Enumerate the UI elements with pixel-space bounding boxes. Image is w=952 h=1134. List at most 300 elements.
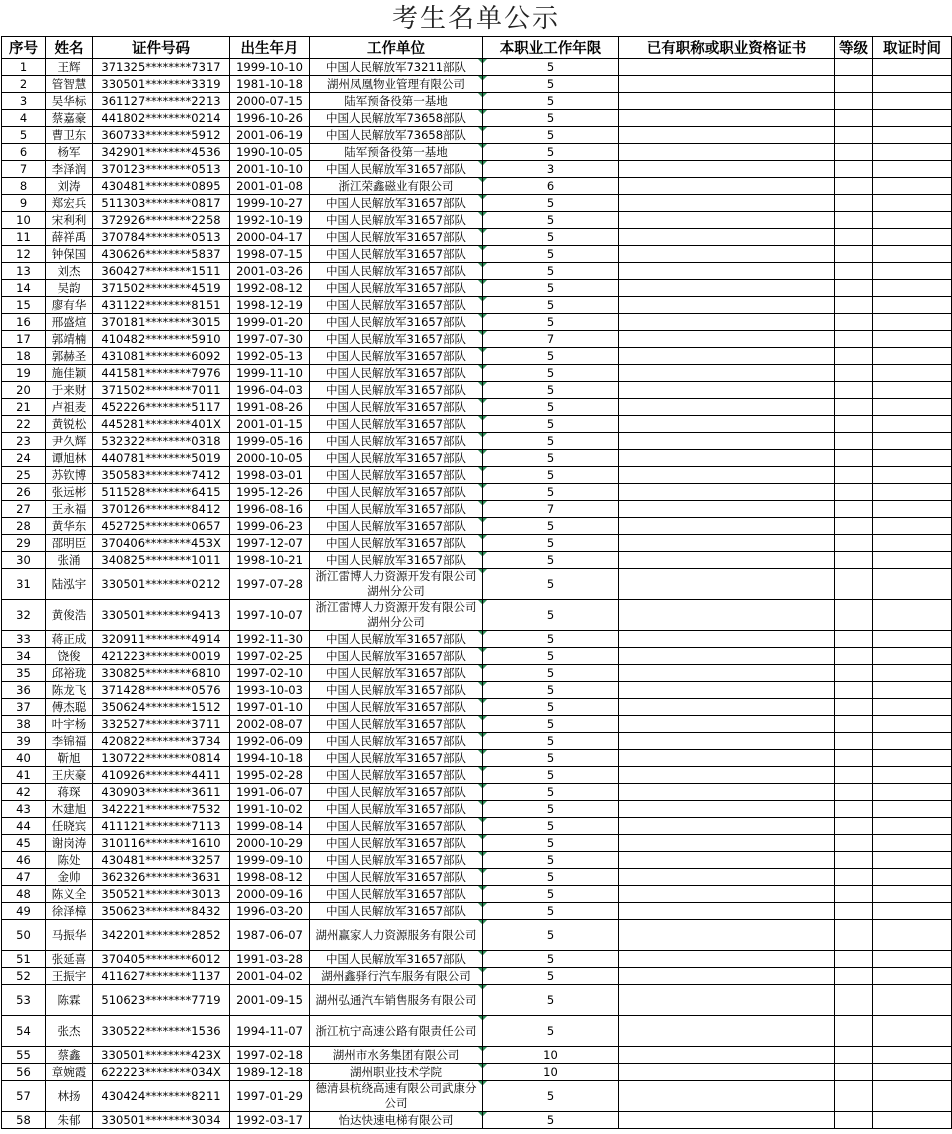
cell-work-years: 5	[483, 835, 619, 852]
cell-birth-date: 1991-08-26	[230, 399, 310, 416]
cell-certificate	[619, 835, 835, 852]
header-index: 序号	[2, 37, 46, 59]
cell-certificate	[619, 951, 835, 968]
cell-birth-date: 1992-05-13	[230, 348, 310, 365]
cell-index: 29	[2, 535, 46, 552]
cell-work-years: 5	[483, 280, 619, 297]
cell-level	[835, 733, 873, 750]
cell-id-number: 511303********0817	[93, 195, 230, 212]
cell-cert-date	[873, 484, 952, 501]
cell-index: 58	[2, 1112, 46, 1129]
cell-index: 38	[2, 716, 46, 733]
cell-name: 于来财	[46, 382, 93, 399]
cell-index: 53	[2, 985, 46, 1016]
employer-text: 中国人民解放军31657部队	[325, 750, 467, 765]
cell-index: 14	[2, 280, 46, 297]
cell-certificate	[619, 535, 835, 552]
cell-name: 刘杰	[46, 263, 93, 280]
cell-index: 22	[2, 416, 46, 433]
cell-id-number: 342901********4536	[93, 144, 230, 161]
cell-birth-date: 1999-10-27	[230, 195, 310, 212]
cell-birth-date: 2001-01-15	[230, 416, 310, 433]
table-row	[2, 59, 952, 76]
table-row	[2, 903, 952, 920]
cell-certificate	[619, 263, 835, 280]
table-row	[2, 835, 952, 852]
cell-level	[835, 784, 873, 801]
cell-level	[835, 263, 873, 280]
employer-text: 中国人民解放军31657部队	[325, 665, 467, 680]
cell-cert-date	[873, 1081, 952, 1112]
employer-text: 中国人民解放军31657部队	[325, 869, 467, 884]
cell-birth-date: 1998-03-01	[230, 467, 310, 484]
cell-level	[835, 552, 873, 569]
cell-employer	[310, 801, 483, 818]
cell-level	[835, 416, 873, 433]
cell-id-number: 342221********7532	[93, 801, 230, 818]
cell-work-years: 5	[483, 110, 619, 127]
cell-birth-date: 1992-03-17	[230, 1112, 310, 1129]
cell-id-number: 332527********3711	[93, 716, 230, 733]
cell-employer	[310, 501, 483, 518]
cell-work-years: 5	[483, 127, 619, 144]
cell-cert-date	[873, 1112, 952, 1129]
cell-id-number: 340825********1011	[93, 552, 230, 569]
cell-cert-date	[873, 229, 952, 246]
table-row	[2, 484, 952, 501]
employer-text: 中国人民解放军31657部队	[325, 280, 467, 295]
cell-name: 叶宇杨	[46, 716, 93, 733]
table-row	[2, 416, 952, 433]
cell-work-years: 5	[483, 433, 619, 450]
table-row	[2, 399, 952, 416]
cell-employer	[310, 1081, 483, 1112]
employer-text: 湖州职业技术学院	[350, 1064, 442, 1079]
cell-work-years: 5	[483, 784, 619, 801]
cell-work-years: 5	[483, 195, 619, 212]
cell-level	[835, 467, 873, 484]
cell-work-years: 5	[483, 246, 619, 263]
cell-name: 张涌	[46, 552, 93, 569]
cell-certificate	[619, 467, 835, 484]
cell-cert-date	[873, 818, 952, 835]
cell-name: 陈处	[46, 852, 93, 869]
cell-birth-date: 1997-02-10	[230, 665, 310, 682]
cell-certificate	[619, 767, 835, 784]
cell-cert-date	[873, 433, 952, 450]
cell-employer	[310, 648, 483, 665]
employer-text: 中国人民解放军73658部队	[325, 110, 467, 125]
cell-employer	[310, 1064, 483, 1081]
table-row	[2, 263, 952, 280]
cell-index: 48	[2, 886, 46, 903]
cell-cert-date	[873, 682, 952, 699]
cell-certificate	[619, 314, 835, 331]
cell-employer	[310, 818, 483, 835]
cell-id-number: 350624********1512	[93, 699, 230, 716]
cell-id-number: 370406********453X	[93, 535, 230, 552]
cell-index: 31	[2, 569, 46, 600]
cell-birth-date: 1991-10-02	[230, 801, 310, 818]
cell-birth-date: 1992-06-09	[230, 733, 310, 750]
cell-work-years: 5	[483, 399, 619, 416]
cell-employer	[310, 835, 483, 852]
table-row	[2, 246, 952, 263]
cell-level	[835, 178, 873, 195]
cell-certificate	[619, 750, 835, 767]
cell-name: 朱郁	[46, 1112, 93, 1129]
cell-name: 王振宇	[46, 968, 93, 985]
cell-certificate	[619, 144, 835, 161]
cell-work-years: 5	[483, 416, 619, 433]
cell-level	[835, 144, 873, 161]
table-row	[2, 886, 952, 903]
cell-birth-date: 2000-10-29	[230, 835, 310, 852]
cell-id-number: 371325********7317	[93, 59, 230, 76]
cell-work-years: 5	[483, 1016, 619, 1047]
cell-employer	[310, 920, 483, 951]
cell-work-years: 5	[483, 951, 619, 968]
cell-name: 刘涛	[46, 178, 93, 195]
cell-level	[835, 76, 873, 93]
cell-level	[835, 535, 873, 552]
cell-id-number: 370181********3015	[93, 314, 230, 331]
cell-employer	[310, 968, 483, 985]
cell-work-years: 5	[483, 733, 619, 750]
cell-name: 傅杰聪	[46, 699, 93, 716]
cell-certificate	[619, 178, 835, 195]
cell-cert-date	[873, 127, 952, 144]
cell-id-number: 370405********6012	[93, 951, 230, 968]
table-row	[2, 600, 952, 631]
cell-index: 46	[2, 852, 46, 869]
header-certificate: 已有职称或职业资格证书	[619, 37, 835, 59]
employer-text: 中国人民解放军31657部队	[325, 903, 467, 918]
cell-birth-date: 1995-02-28	[230, 767, 310, 784]
cell-index: 20	[2, 382, 46, 399]
cell-index: 55	[2, 1047, 46, 1064]
table-row	[2, 750, 952, 767]
cell-level	[835, 903, 873, 920]
cell-index: 3	[2, 93, 46, 110]
cell-certificate	[619, 801, 835, 818]
cell-name: 薛祥禹	[46, 229, 93, 246]
cell-cert-date	[873, 985, 952, 1016]
cell-index: 15	[2, 297, 46, 314]
cell-index: 21	[2, 399, 46, 416]
employer-text: 怡达快速电梯有限公司	[338, 1112, 454, 1127]
table-row	[2, 665, 952, 682]
header-level: 等级	[835, 37, 873, 59]
cell-work-years: 5	[483, 144, 619, 161]
cell-name: 邢盛煊	[46, 314, 93, 331]
cell-name: 郭靖楠	[46, 331, 93, 348]
table-row	[2, 518, 952, 535]
cell-index: 36	[2, 682, 46, 699]
cell-birth-date: 1996-08-16	[230, 501, 310, 518]
cell-index: 7	[2, 161, 46, 178]
cell-employer	[310, 382, 483, 399]
cell-certificate	[619, 569, 835, 600]
cell-birth-date: 1999-01-20	[230, 314, 310, 331]
employer-text: 中国人民解放军31657部队	[325, 314, 467, 329]
cell-cert-date	[873, 600, 952, 631]
table-row	[2, 699, 952, 716]
cell-level	[835, 127, 873, 144]
cell-name: 曹卫东	[46, 127, 93, 144]
employer-text: 中国人民解放军31657部队	[325, 263, 467, 278]
cell-certificate	[619, 1016, 835, 1047]
cell-index: 43	[2, 801, 46, 818]
cell-id-number: 452725********0657	[93, 518, 230, 535]
cell-employer	[310, 552, 483, 569]
cell-cert-date	[873, 951, 952, 968]
employer-text: 中国人民解放军31657部队	[325, 161, 467, 176]
cell-birth-date: 1993-10-03	[230, 682, 310, 699]
cell-id-number: 511528********6415	[93, 484, 230, 501]
table-row	[2, 144, 952, 161]
cell-cert-date	[873, 178, 952, 195]
cell-name: 马振华	[46, 920, 93, 951]
cell-index: 10	[2, 212, 46, 229]
employer-text: 中国人民解放军31657部队	[325, 767, 467, 782]
cell-name: 邵明臣	[46, 535, 93, 552]
cell-certificate	[619, 76, 835, 93]
cell-certificate	[619, 784, 835, 801]
cell-work-years: 5	[483, 365, 619, 382]
cell-index: 52	[2, 968, 46, 985]
cell-certificate	[619, 212, 835, 229]
cell-certificate	[619, 600, 835, 631]
cell-level	[835, 195, 873, 212]
cell-level	[835, 699, 873, 716]
cell-cert-date	[873, 767, 952, 784]
cell-birth-date: 2000-09-16	[230, 886, 310, 903]
cell-index: 9	[2, 195, 46, 212]
cell-birth-date: 1997-10-07	[230, 600, 310, 631]
cell-name: 吴华标	[46, 93, 93, 110]
cell-birth-date: 1999-09-10	[230, 852, 310, 869]
cell-employer	[310, 518, 483, 535]
cell-work-years: 5	[483, 631, 619, 648]
employer-text: 中国人民解放军31657部队	[325, 467, 467, 482]
cell-certificate	[619, 1064, 835, 1081]
cell-birth-date: 2001-04-02	[230, 968, 310, 985]
employer-text: 浙江杭宁高速公路有限责任公司	[315, 1023, 477, 1038]
cell-work-years: 5	[483, 382, 619, 399]
employer-text: 中国人民解放军31657部队	[325, 297, 467, 312]
cell-id-number: 440781********5019	[93, 450, 230, 467]
cell-name: 林扬	[46, 1081, 93, 1112]
cell-id-number: 370784********0513	[93, 229, 230, 246]
cell-employer	[310, 280, 483, 297]
cell-cert-date	[873, 263, 952, 280]
employer-text: 中国人民解放军31657部队	[325, 382, 467, 397]
table-row	[2, 985, 952, 1016]
cell-cert-date	[873, 110, 952, 127]
cell-id-number: 330501********3034	[93, 1112, 230, 1129]
cell-certificate	[619, 195, 835, 212]
cell-birth-date: 1992-10-19	[230, 212, 310, 229]
employer-text: 中国人民解放军31657部队	[325, 648, 467, 663]
table-row	[2, 869, 952, 886]
cell-cert-date	[873, 76, 952, 93]
table-row	[2, 365, 952, 382]
cell-index: 50	[2, 920, 46, 951]
cell-employer	[310, 93, 483, 110]
cell-name: 张远彬	[46, 484, 93, 501]
cell-work-years: 5	[483, 1112, 619, 1129]
cell-work-years: 3	[483, 161, 619, 178]
cell-certificate	[619, 280, 835, 297]
cell-cert-date	[873, 784, 952, 801]
cell-cert-date	[873, 501, 952, 518]
cell-cert-date	[873, 59, 952, 76]
cell-employer	[310, 1016, 483, 1047]
cell-employer	[310, 467, 483, 484]
cell-cert-date	[873, 852, 952, 869]
cell-index: 51	[2, 951, 46, 968]
cell-work-years: 5	[483, 297, 619, 314]
cell-certificate	[619, 682, 835, 699]
cell-name: 任晓宾	[46, 818, 93, 835]
cell-employer	[310, 569, 483, 600]
employer-text: 中国人民解放军31657部队	[325, 852, 467, 867]
cell-birth-date: 2001-01-08	[230, 178, 310, 195]
cell-certificate	[619, 1112, 835, 1129]
cell-name: 卢祖麦	[46, 399, 93, 416]
cell-id-number: 371428********0576	[93, 682, 230, 699]
cell-name: 陆泓宇	[46, 569, 93, 600]
cell-certificate	[619, 433, 835, 450]
cell-index: 1	[2, 59, 46, 76]
cell-name: 苏钦博	[46, 467, 93, 484]
cell-level	[835, 1016, 873, 1047]
cell-work-years: 5	[483, 518, 619, 535]
cell-cert-date	[873, 552, 952, 569]
cell-index: 34	[2, 648, 46, 665]
employer-text: 中国人民解放军31657部队	[325, 699, 467, 714]
cell-level	[835, 161, 873, 178]
cell-cert-date	[873, 195, 952, 212]
employer-text: 中国人民解放军31657部队	[325, 433, 467, 448]
table-row	[2, 161, 952, 178]
header-employer: 工作单位	[310, 37, 483, 59]
cell-work-years: 5	[483, 968, 619, 985]
cell-birth-date: 1999-05-16	[230, 433, 310, 450]
cell-id-number: 330501********0212	[93, 569, 230, 600]
cell-certificate	[619, 699, 835, 716]
cell-level	[835, 767, 873, 784]
cell-id-number: 430481********0895	[93, 178, 230, 195]
page-title: 考生名单公示	[391, 4, 560, 34]
header-birth-date: 出生年月	[230, 37, 310, 59]
cell-cert-date	[873, 1016, 952, 1047]
cell-index: 17	[2, 331, 46, 348]
cell-index: 39	[2, 733, 46, 750]
table-row	[2, 1016, 952, 1047]
cell-level	[835, 985, 873, 1016]
table-row	[2, 127, 952, 144]
cell-birth-date: 1998-08-12	[230, 869, 310, 886]
cell-id-number: 330522********1536	[93, 1016, 230, 1047]
table-row	[2, 467, 952, 484]
cell-level	[835, 93, 873, 110]
cell-employer	[310, 631, 483, 648]
cell-level	[835, 682, 873, 699]
employer-text: 中国人民解放军31657部队	[325, 716, 467, 731]
cell-id-number: 330501********9413	[93, 600, 230, 631]
cell-cert-date	[873, 399, 952, 416]
cell-certificate	[619, 416, 835, 433]
cell-birth-date: 1996-04-03	[230, 382, 310, 399]
cell-level	[835, 716, 873, 733]
cell-level	[835, 569, 873, 600]
cell-cert-date	[873, 699, 952, 716]
cell-birth-date: 2001-09-15	[230, 985, 310, 1016]
cell-cert-date	[873, 886, 952, 903]
employer-text: 中国人民解放军31657部队	[325, 682, 467, 697]
cell-certificate	[619, 552, 835, 569]
cell-employer	[310, 484, 483, 501]
cell-level	[835, 212, 873, 229]
employer-text: 中国人民解放军31657部队	[325, 195, 467, 210]
cell-id-number: 361127********2213	[93, 93, 230, 110]
cell-index: 12	[2, 246, 46, 263]
cell-level	[835, 229, 873, 246]
cell-index: 35	[2, 665, 46, 682]
cell-id-number: 510623********7719	[93, 985, 230, 1016]
cell-id-number: 430481********3257	[93, 852, 230, 869]
cell-name: 徐泽樟	[46, 903, 93, 920]
cell-work-years: 5	[483, 484, 619, 501]
table-row	[2, 76, 952, 93]
cell-index: 49	[2, 903, 46, 920]
cell-work-years: 5	[483, 600, 619, 631]
cell-level	[835, 1064, 873, 1081]
cell-cert-date	[873, 535, 952, 552]
cell-cert-date	[873, 665, 952, 682]
cell-employer	[310, 450, 483, 467]
cell-name: 木建旭	[46, 801, 93, 818]
employer-text: 中国人民解放军31657部队	[325, 212, 467, 227]
cell-level	[835, 331, 873, 348]
cell-index: 45	[2, 835, 46, 852]
cell-level	[835, 1047, 873, 1064]
cell-employer	[310, 110, 483, 127]
cell-id-number: 330501********423X	[93, 1047, 230, 1064]
cell-level	[835, 852, 873, 869]
cell-index: 41	[2, 767, 46, 784]
cell-level	[835, 297, 873, 314]
cell-id-number: 421223********0019	[93, 648, 230, 665]
cell-cert-date	[873, 518, 952, 535]
cell-index: 5	[2, 127, 46, 144]
employer-text: 中国人民解放军31657部队	[325, 365, 467, 380]
cell-id-number: 362326********3631	[93, 869, 230, 886]
cell-employer	[310, 433, 483, 450]
cell-id-number: 370123********0513	[93, 161, 230, 178]
cell-cert-date	[873, 801, 952, 818]
cell-work-years: 5	[483, 750, 619, 767]
cell-id-number: 350583********7412	[93, 467, 230, 484]
cell-id-number: 430626********5837	[93, 246, 230, 263]
cell-cert-date	[873, 348, 952, 365]
cell-employer	[310, 733, 483, 750]
employer-text: 陆军预备役第一基地	[344, 93, 448, 108]
cell-index: 28	[2, 518, 46, 535]
cell-cert-date	[873, 750, 952, 767]
